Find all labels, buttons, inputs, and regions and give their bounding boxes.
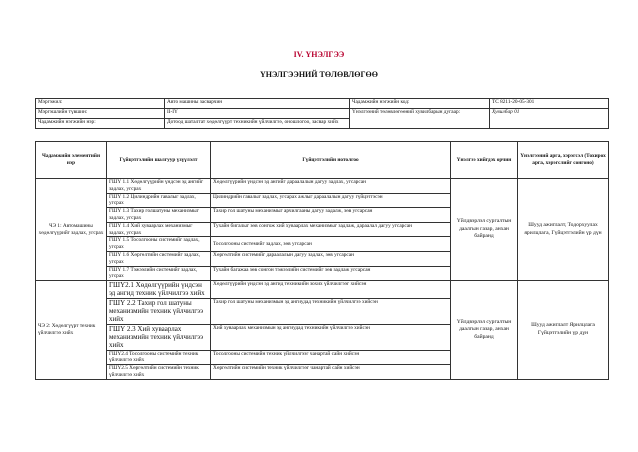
info-table: [35, 98, 609, 129]
header-evidence: Гүйцэтгэлийн нотолгоо: [211, 142, 451, 179]
unit1-method: Шууд ажиглалт, Тодорхуулах ярилцлага, Гүйцэтгэлийн үр дүн: [518, 179, 609, 281]
version-label: Үнэлгээний төлөвлөгөөний хувилбарын дугаар:: [350, 109, 490, 129]
criteria-cell: ГШҮ2.5 Хөргөлтийн системийн техник үйлчилгээ хийх: [107, 365, 211, 380]
info-row-level: [36, 109, 609, 119]
level-value: II-IY: [165, 109, 350, 119]
header-criteria: Гүйцэтгэлийн шалгуур үзүүлэлт: [107, 142, 211, 179]
version-value: Хувилбар 01: [490, 109, 609, 129]
unit-code-value: TC 8211-20-05-301: [490, 99, 609, 109]
assessment-table: [35, 141, 609, 380]
criteria-cell: ГШҮ 1.3 Тахир голшатуны механизмыг задлах, угсрах: [107, 208, 211, 223]
evidence-cell: Тухайн бигалыг зөв сонгож хий хуваарлах механизмыг задлаж, дараалал дагуу угсарсан: [211, 222, 451, 237]
unit2-environment: Үйлдвэрлэл сургалтын даалгын газар, анхан байранд: [451, 281, 518, 380]
unit-code-label: Чадамжийн нэгжийн код:: [350, 99, 490, 109]
criteria-cell: ГШҮ 1.5 Тосолгооны системийг задлах, угсрах: [107, 237, 211, 252]
level-label: Мэргэшлийн түвшин:: [36, 109, 165, 119]
header-element: Чадамжийн элементийн нэр: [36, 142, 107, 179]
unit1-element: ЧЭ 1: Автомашины хөдөлгүүрийг задлах, угсрах: [36, 179, 107, 281]
criteria-cell: ГШҮ 1.2 Цилиндрийн гавалыг задлах, угсрах: [107, 193, 211, 208]
unit2-method: Шууд ажиглалт Ярилцлага Гүйцэтгэлийн үр дүн: [518, 281, 609, 380]
unit1-environment: Үйлдвэрлэл сургалтын даалгын газар, анхан байранд: [451, 179, 518, 281]
criteria-cell: ГШҮ 2.2 Тахир гол шатуны механизмийн техник үйлчилгээ хийх: [107, 298, 211, 324]
evidence-cell: Хөргөлтийн системийг дараалалын дагуу задлах, зөв угсарсан: [211, 251, 451, 266]
unit-name-label: Чадамжийн нэгжийн нэр:: [36, 119, 165, 129]
info-row-occupation: [36, 99, 609, 109]
header-method: Үнэлгээний арга, хэрэгсэл (Тохирох арга, хэрэгслийг сонгоно): [518, 142, 609, 179]
table-header-row: [36, 142, 609, 179]
evidence-cell: Тахир гол шатуны механизмыг арчилгааны дагуу задалж, зөв угсарсан: [211, 208, 451, 223]
criteria-cell: ГШҮ2.4 Тосолгооны системийн техник үйлчилгээ хийх: [107, 350, 211, 365]
unit-name-value: Дотоод шаталтат хөдөлгүүрт техникийн үйлчилгээ, оношлогоо, засвар хийх: [165, 119, 350, 129]
header-environment: Үнэлгээ хийгдэх орчин: [451, 142, 518, 179]
evidence-cell: Тахир гол шатуны механизмын эд ангиудад техникийн үйлчилгээ хийсэн: [211, 298, 451, 324]
criteria-cell: ГШҮ 2.3 Хий хуваарлах механизмийн техник үйлчилгээ хийх: [107, 324, 211, 350]
document-title: ҮНЭЛГЭЭНИЙ ТӨЛӨВЛӨГӨӨ: [260, 70, 378, 79]
criteria-cell: ГШҮ 1.4 Хий хуваарлах механизмыг задлах, угсрах: [107, 222, 211, 237]
unit2-element: ЧЭ 2: Хөдөлгүүрт техник үйлчилгээ хийх: [36, 281, 107, 380]
table-row: [36, 281, 609, 299]
evidence-cell: Хөргөлтийн системийн техник үйлчилгээг чанартай сайн хийсэн: [211, 365, 451, 380]
criteria-cell: ГШҮ 1.6 Хөргөлтийн системийг задлах, угсрах: [107, 251, 211, 266]
evidence-cell: Хөдөлгүүрийн үндсэн эд ангид техникийн зохих үйлчилгээг хийсэн: [211, 281, 451, 299]
table-row: [36, 179, 609, 194]
evidence-cell: Хий хуваарлах механизмын эд ангиудад техникийн үйлчилгээ хийсэн: [211, 324, 451, 350]
occupation-value: Авто машины засварчин: [165, 99, 350, 109]
evidence-cell: Хөдөлгүүрийн үндсэн эд ангийг дараалалын дагуу задлах, угсарсан: [211, 179, 451, 194]
evidence-cell: Тосолгооны системийн техник үйлчилгээг чанартай сайн хийсэн: [211, 350, 451, 365]
criteria-cell: ГШҮ 1.7 Тэжээлийн системийг задлах, угсрах: [107, 266, 211, 281]
section-title: IV. ҮНЭЛГЭЭ: [293, 50, 345, 59]
evidence-cell: Тосолгооны системийг задлах, зөв угсарсан: [211, 237, 451, 252]
criteria-cell: ГШҮ 1.1 Хөдөлгүүрийн үндсэн эд ангийг задлах, угсрах: [107, 179, 211, 194]
evidence-cell: Тухайн багажаа зөв сонгон тэжээлийн системийг зөв задлаж угсарсан: [211, 266, 451, 281]
evidence-cell: Цилиндрийн гавалыг задлах, угсарах ажлыг дараалалын дагуу гүйцэтгэсэн: [211, 193, 451, 208]
criteria-cell: ГШҮ2.1 Хөдөлгүүрийн үндсэн эд ангид техник үйлчилгээ хийх: [107, 281, 211, 299]
occupation-label: Мэргэжил:: [36, 99, 165, 109]
